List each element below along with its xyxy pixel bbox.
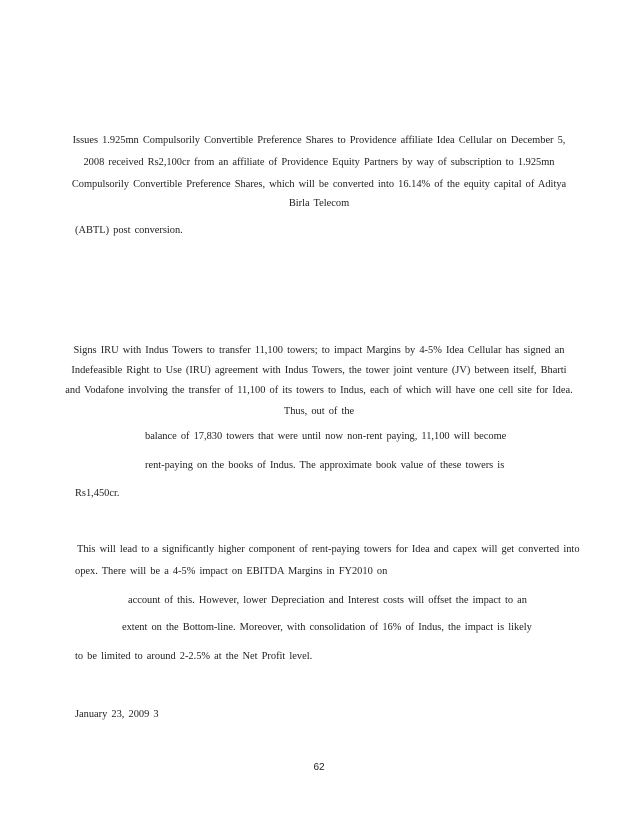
paragraph-2-line-6: rent-paying on the books of Indus. The approximate book value of these towers is	[145, 460, 505, 471]
paragraph-2-line-4: Thus, out of the	[283, 406, 355, 417]
paragraph-1-line-4: Birla Telecom	[288, 198, 350, 209]
paragraph-3-line-3: account of this. However, lower Depreciation and Interest costs will offset the impact to an	[128, 595, 527, 606]
paragraph-3-line-4: extent on the Bottom-line. Moreover, with consolidation of 16% of Indus, the impact is likely	[122, 622, 532, 633]
paragraph-2-line-5: balance of 17,830 towers that were until now non-rent paying, 11,100 will become	[145, 431, 507, 442]
paragraph-2-line-7: Rs1,450cr.	[75, 488, 120, 499]
paragraph-2-line-1: Signs IRU with Indus Towers to transfer 11,100 towers; to impact Margins by 4-5% Idea Cellular has signed an	[73, 345, 565, 356]
paragraph-2-line-2: Indefeasible Right to Use (IRU) agreement with Indus Towers, the tower joint venture (JV) between itself, Bharti	[71, 365, 567, 376]
report-date-line: January 23, 2009 3	[75, 709, 159, 720]
paragraph-1-line-2: 2008 received Rs2,100cr from an affiliate of Providence Equity Partners by way of subscription to 1.925mn	[83, 157, 555, 168]
paragraph-3-line-2: opex. There will be a 4-5% impact on EBITDA Margins in FY2010 on	[75, 566, 388, 577]
paragraph-1-line-3: Compulsorily Convertible Preference Shares, which will be converted into 16.14% of the equity capital of Aditya	[71, 179, 567, 190]
paragraph-3-line-1: This will lead to a significantly higher component of rent-paying towers for Idea and capex will get converted into	[77, 544, 580, 555]
page-number: 62	[313, 762, 325, 773]
paragraph-1-line-5: (ABTL) post conversion.	[75, 225, 183, 236]
paragraph-2-line-3: and Vodafone involving the transfer of 11,100 of its towers to Indus, each of which will have one cell site for Idea.	[65, 385, 573, 396]
paragraph-1-line-1: Issues 1.925mn Compulsorily Convertible Preference Shares to Providence affiliate Idea Cellular on December 5,	[72, 135, 566, 146]
paragraph-3-line-5: to be limited to around 2-2.5% at the Net Profit level.	[75, 651, 313, 662]
